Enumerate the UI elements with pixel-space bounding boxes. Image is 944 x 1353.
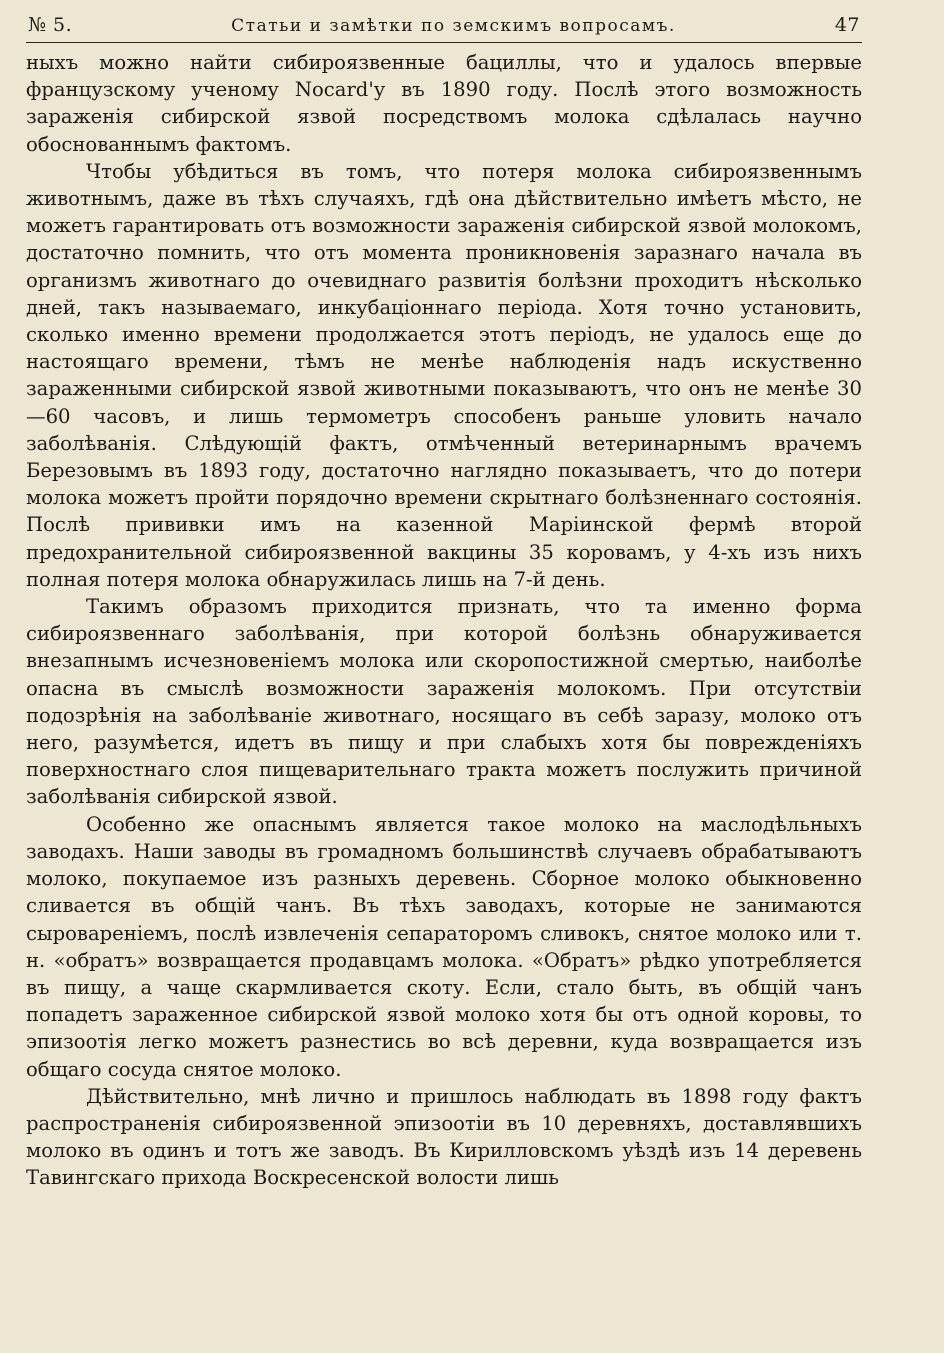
paragraph-continued: ныхъ можно найти сибироязвенные бациллы, что и удалось впервые французскому ученому Nocard'у въ 1890 году. Послѣ этого возможность зараженія сибирской язвой посредствомъ молока сдѣлалась научно обоснованнымъ фактомъ.	[26, 51, 862, 156]
running-title: Статьи и замѣтки по земскимъ вопросамъ.	[231, 16, 676, 36]
page-number: 47	[834, 14, 860, 36]
running-header	[26, 14, 862, 43]
paragraph: Особенно же опаснымъ является такое молоко на маслодѣльныхъ заводахъ. Наши заводы въ громадномъ большинствѣ случаевъ обрабатываютъ молоко, покупаемое изъ разныхъ деревень. Сборное молоко обыкновенно сливается въ общій чанъ. Въ тѣхъ заводахъ, которые не занимаются сыровареніемъ, послѣ извлеченія сепараторомъ сливокъ, снятое молоко или т. н. «обратъ» возвращается продавцамъ молока. «Обратъ» рѣдко употребляется въ пищу, а чаще скармливается скоту. Если, стало быть, въ общій чанъ попадетъ зараженное сибирской язвой молоко хотя бы отъ одной коровы, то эпизоотія легко можетъ разнестись во всѣ деревни, куда возвращается изъ общаго сосуда снятое молоко.	[26, 812, 862, 1081]
paragraph: Чтобы убѣдиться въ томъ, что потеря молока сибироязвеннымъ животнымъ, даже въ тѣхъ случаяхъ, гдѣ она дѣйствительно имѣетъ мѣсто, не можетъ гарантировать отъ возможности зараженія сибирской язвой молокомъ, достаточно помнить, что отъ момента проникновенія заразнаго начала въ организмъ животнаго до очевиднаго развитія болѣзни проходитъ нѣсколько дней, такъ называемаго, инкубаціоннаго періода. Хотя точно установить, сколько именно времени продолжается этотъ періодъ, не удалось еще до настоящаго времени, тѣмъ не менѣе наблюденія надъ искуственно зараженными сибирской язвой животными показываютъ, что онъ не менѣе 30—60 часовъ, и лишь термометръ способенъ раньше уловить начало заболѣванія. Слѣдующій фактъ, отмѣченный ветеринарнымъ врачемъ Березовымъ въ 1893 году, достаточно наглядно показываетъ, что до потери молока можетъ пройти порядочно времени скрытнаго болѣзненнаго состоянія. Послѣ прививки имъ на казенной Маріинской фермѣ второй предохранительной сибироязвенной вакцины 35 коровамъ, у 4-хъ изъ нихъ полная потеря молока обнаружилась лишь на 7-й день.	[26, 159, 862, 591]
article-body	[26, 49, 862, 1192]
issue-number: № 5.	[28, 14, 73, 36]
paragraph: Такимъ образомъ приходится признать, что та именно форма сибироязвеннаго заболѣванія, при которой болѣзнь обнаруживается внезапнымъ исчезновеніемъ молока или скоропостижной смертью, наиболѣе опасна въ смыслѣ возможности зараженія молокомъ. При отсутствіи подозрѣнія на заболѣваніе животнаго, носящаго въ себѣ заразу, молоко отъ него, разумѣется, идетъ въ пищу и при слабыхъ хотя бы поврежденіяхъ поверхностнаго слоя пищеварительнаго тракта можетъ послужить причиной заболѣванія сибирской язвой.	[26, 595, 862, 809]
paragraph: Дѣйствительно, мнѣ лично и пришлось наблюдать въ 1898 году фактъ распространенія сибироязвенной эпизоотіи въ 10 деревняхъ, доставлявшихъ молоко въ одинъ и тотъ же заводъ. Въ Кирилловскомъ уѣздѣ изъ 14 деревень Тавингскаго прихода Воскресенской волости лишь	[26, 1084, 862, 1190]
